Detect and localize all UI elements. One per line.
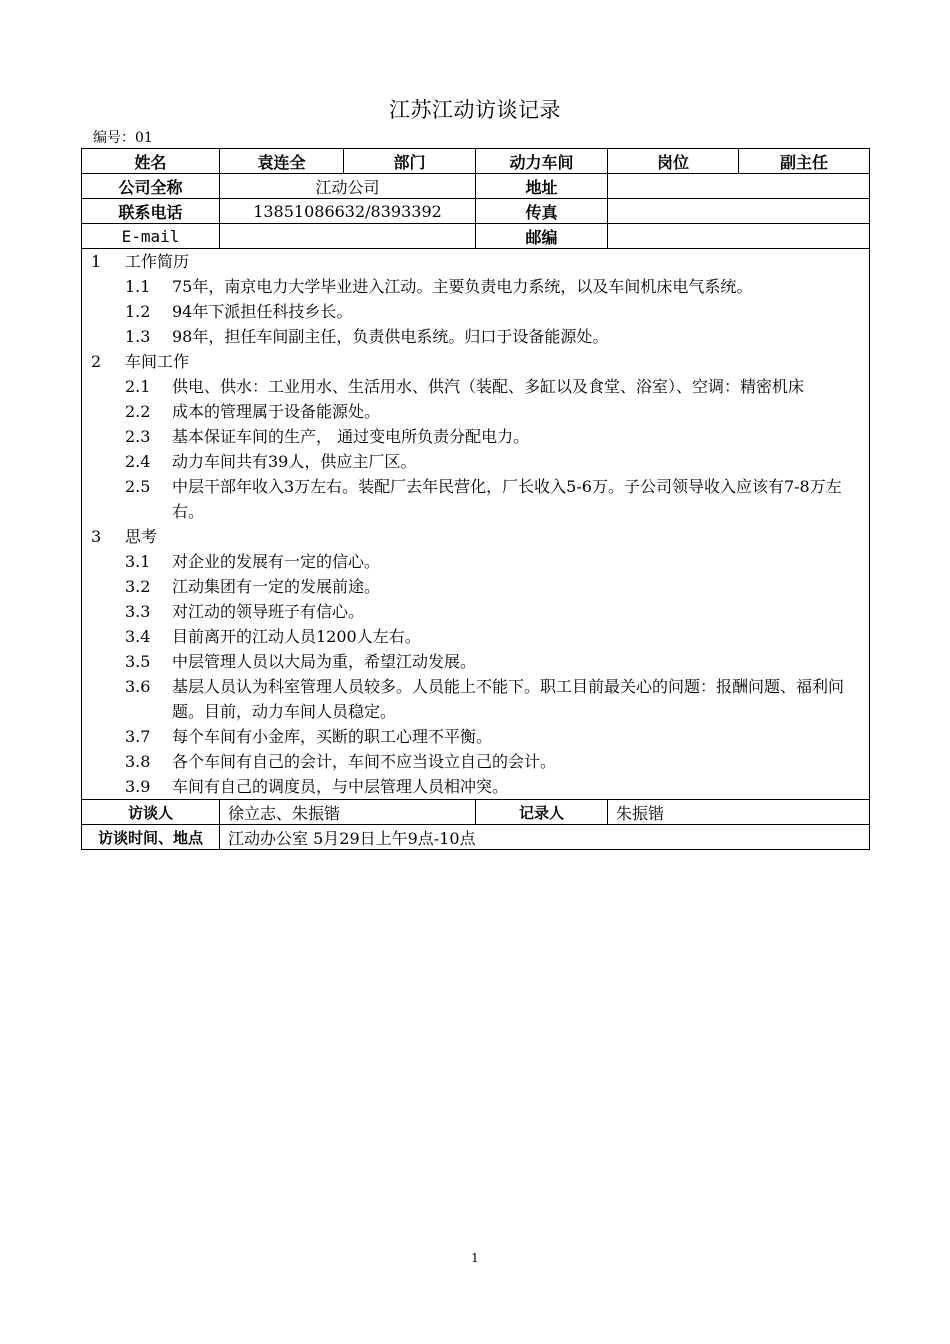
row-time-place bbox=[82, 825, 870, 850]
item-number: 1.2 bbox=[125, 302, 151, 321]
item-text: 供电、供水：工业用水、生活用水、供汽（装配、多缸以及食堂、浴室）、空调：精密机床 bbox=[172, 377, 805, 396]
item-number: 2.4 bbox=[125, 452, 151, 471]
list-item bbox=[82, 724, 869, 749]
item-number: 3.8 bbox=[125, 752, 151, 771]
section-heading bbox=[82, 524, 869, 549]
list-item bbox=[82, 624, 869, 649]
section-heading bbox=[82, 349, 869, 374]
section-number: 3 bbox=[91, 527, 102, 546]
name-label: 姓名 bbox=[82, 149, 220, 174]
row-email bbox=[82, 224, 870, 249]
address-label: 地址 bbox=[476, 174, 608, 199]
item-text: 94年下派担任科技乡长。 bbox=[172, 302, 353, 321]
item-number: 3.7 bbox=[125, 727, 151, 746]
item-number: 3.9 bbox=[125, 777, 151, 796]
dept-value: 动力车间 bbox=[476, 149, 608, 174]
item-number: 2.1 bbox=[125, 377, 151, 396]
row-company bbox=[82, 174, 870, 199]
item-number: 3.5 bbox=[125, 652, 151, 671]
item-number: 3.4 bbox=[125, 627, 151, 646]
item-number: 3.6 bbox=[125, 677, 151, 696]
item-text: 对企业的发展有一定的信心。 bbox=[172, 552, 381, 571]
list-item bbox=[82, 649, 869, 674]
row-name bbox=[82, 149, 870, 174]
phone-label: 联系电话 bbox=[82, 199, 220, 224]
document-title: 江苏江动访谈记录 bbox=[389, 98, 561, 122]
company-label: 公司全称 bbox=[82, 174, 220, 199]
name-value: 袁连全 bbox=[220, 149, 344, 174]
list-item bbox=[82, 674, 869, 724]
interviewer-label: 访谈人 bbox=[82, 800, 220, 825]
item-text: 目前离开的江动人员1200人左右。 bbox=[172, 627, 421, 646]
row-phone bbox=[82, 199, 870, 224]
item-number: 1.1 bbox=[125, 277, 151, 296]
item-text: 江动集团有一定的发展前途。 bbox=[172, 577, 381, 596]
item-number: 3.3 bbox=[125, 602, 151, 621]
item-text: 基层人员认为科室管理人员较多。人员能上不能下。职工目前最关心的问题：报酬问题、福利问题。目前，动力车间人员稳定。 bbox=[172, 677, 845, 721]
item-text: 车间有自己的调度员，与中层管理人员相冲突。 bbox=[172, 777, 509, 796]
interview-content bbox=[82, 249, 870, 800]
row-interviewer bbox=[82, 800, 870, 825]
item-number: 1.3 bbox=[125, 327, 151, 346]
item-number: 2.3 bbox=[125, 427, 151, 446]
serial-number: 编号：01 bbox=[93, 130, 153, 146]
item-text: 中层干部年收入3万左右。装配厂去年民营化，厂长收入5-6万。子公司领导收入应该有7-8万左右。 bbox=[172, 477, 842, 521]
item-text: 每个车间有小金库，买断的职工心理不平衡。 bbox=[172, 727, 493, 746]
dept-label: 部门 bbox=[344, 149, 476, 174]
item-text: 成本的管理属于设备能源处。 bbox=[172, 402, 381, 421]
phone-value: 13851086632/8393392 bbox=[220, 199, 476, 224]
list-item bbox=[82, 274, 869, 299]
list-item bbox=[82, 449, 869, 474]
item-text: 各个车间有自己的会计，车间不应当设立自己的会计。 bbox=[172, 752, 557, 771]
section-number: 1 bbox=[91, 252, 102, 271]
list-item bbox=[82, 424, 869, 449]
list-item bbox=[82, 299, 869, 324]
interviewer-value: 徐立志、朱振锴 bbox=[220, 800, 476, 825]
email-value bbox=[220, 224, 476, 249]
address-value bbox=[608, 174, 870, 199]
item-text: 75年，南京电力大学毕业进入江动。主要负责电力系统，以及车间机床电气系统。 bbox=[172, 277, 753, 296]
zip-label: 邮编 bbox=[476, 224, 608, 249]
page-number: 1 bbox=[471, 1251, 479, 1265]
item-text: 中层管理人员以大局为重，希望江动发展。 bbox=[172, 652, 477, 671]
list-item bbox=[82, 749, 869, 774]
item-text: 对江动的领导班子有信心。 bbox=[172, 602, 365, 621]
row-content bbox=[82, 249, 870, 800]
list-item bbox=[82, 474, 869, 524]
section-title: 车间工作 bbox=[125, 352, 190, 371]
section-number: 2 bbox=[91, 352, 102, 371]
list-item bbox=[82, 774, 869, 799]
list-item bbox=[82, 574, 869, 599]
fax-label: 传真 bbox=[476, 199, 608, 224]
item-text: 动力车间共有39人，供应主厂区。 bbox=[172, 452, 417, 471]
list-item bbox=[82, 324, 869, 349]
item-number: 2.5 bbox=[125, 477, 151, 496]
post-label: 岗位 bbox=[608, 149, 739, 174]
list-item bbox=[82, 374, 869, 399]
zip-value bbox=[608, 224, 870, 249]
email-label: E-mail bbox=[82, 224, 220, 249]
section-title: 思考 bbox=[125, 527, 158, 546]
time-place-label: 访谈时间、地点 bbox=[82, 825, 220, 850]
list-item bbox=[82, 399, 869, 424]
item-text: 98年，担任车间副主任，负责供电系统。归口于设备能源处。 bbox=[172, 327, 609, 346]
recorder-value: 朱振锴 bbox=[608, 800, 870, 825]
time-place-value: 江动办公室 5月29日上午9点-10点 bbox=[220, 825, 870, 850]
recorder-label: 记录人 bbox=[476, 800, 608, 825]
section-heading bbox=[82, 249, 869, 274]
list-item bbox=[82, 549, 869, 574]
item-text: 基本保证车间的生产， 通过变电所负责分配电力。 bbox=[172, 427, 530, 446]
post-value: 副主任 bbox=[739, 149, 870, 174]
company-value: 江动公司 bbox=[220, 174, 476, 199]
interview-form bbox=[81, 148, 870, 850]
list-item bbox=[82, 599, 869, 624]
item-number: 3.1 bbox=[125, 552, 151, 571]
item-number: 3.2 bbox=[125, 577, 151, 596]
fax-value bbox=[608, 199, 870, 224]
item-number: 2.2 bbox=[125, 402, 151, 421]
section-title: 工作简历 bbox=[125, 252, 190, 271]
